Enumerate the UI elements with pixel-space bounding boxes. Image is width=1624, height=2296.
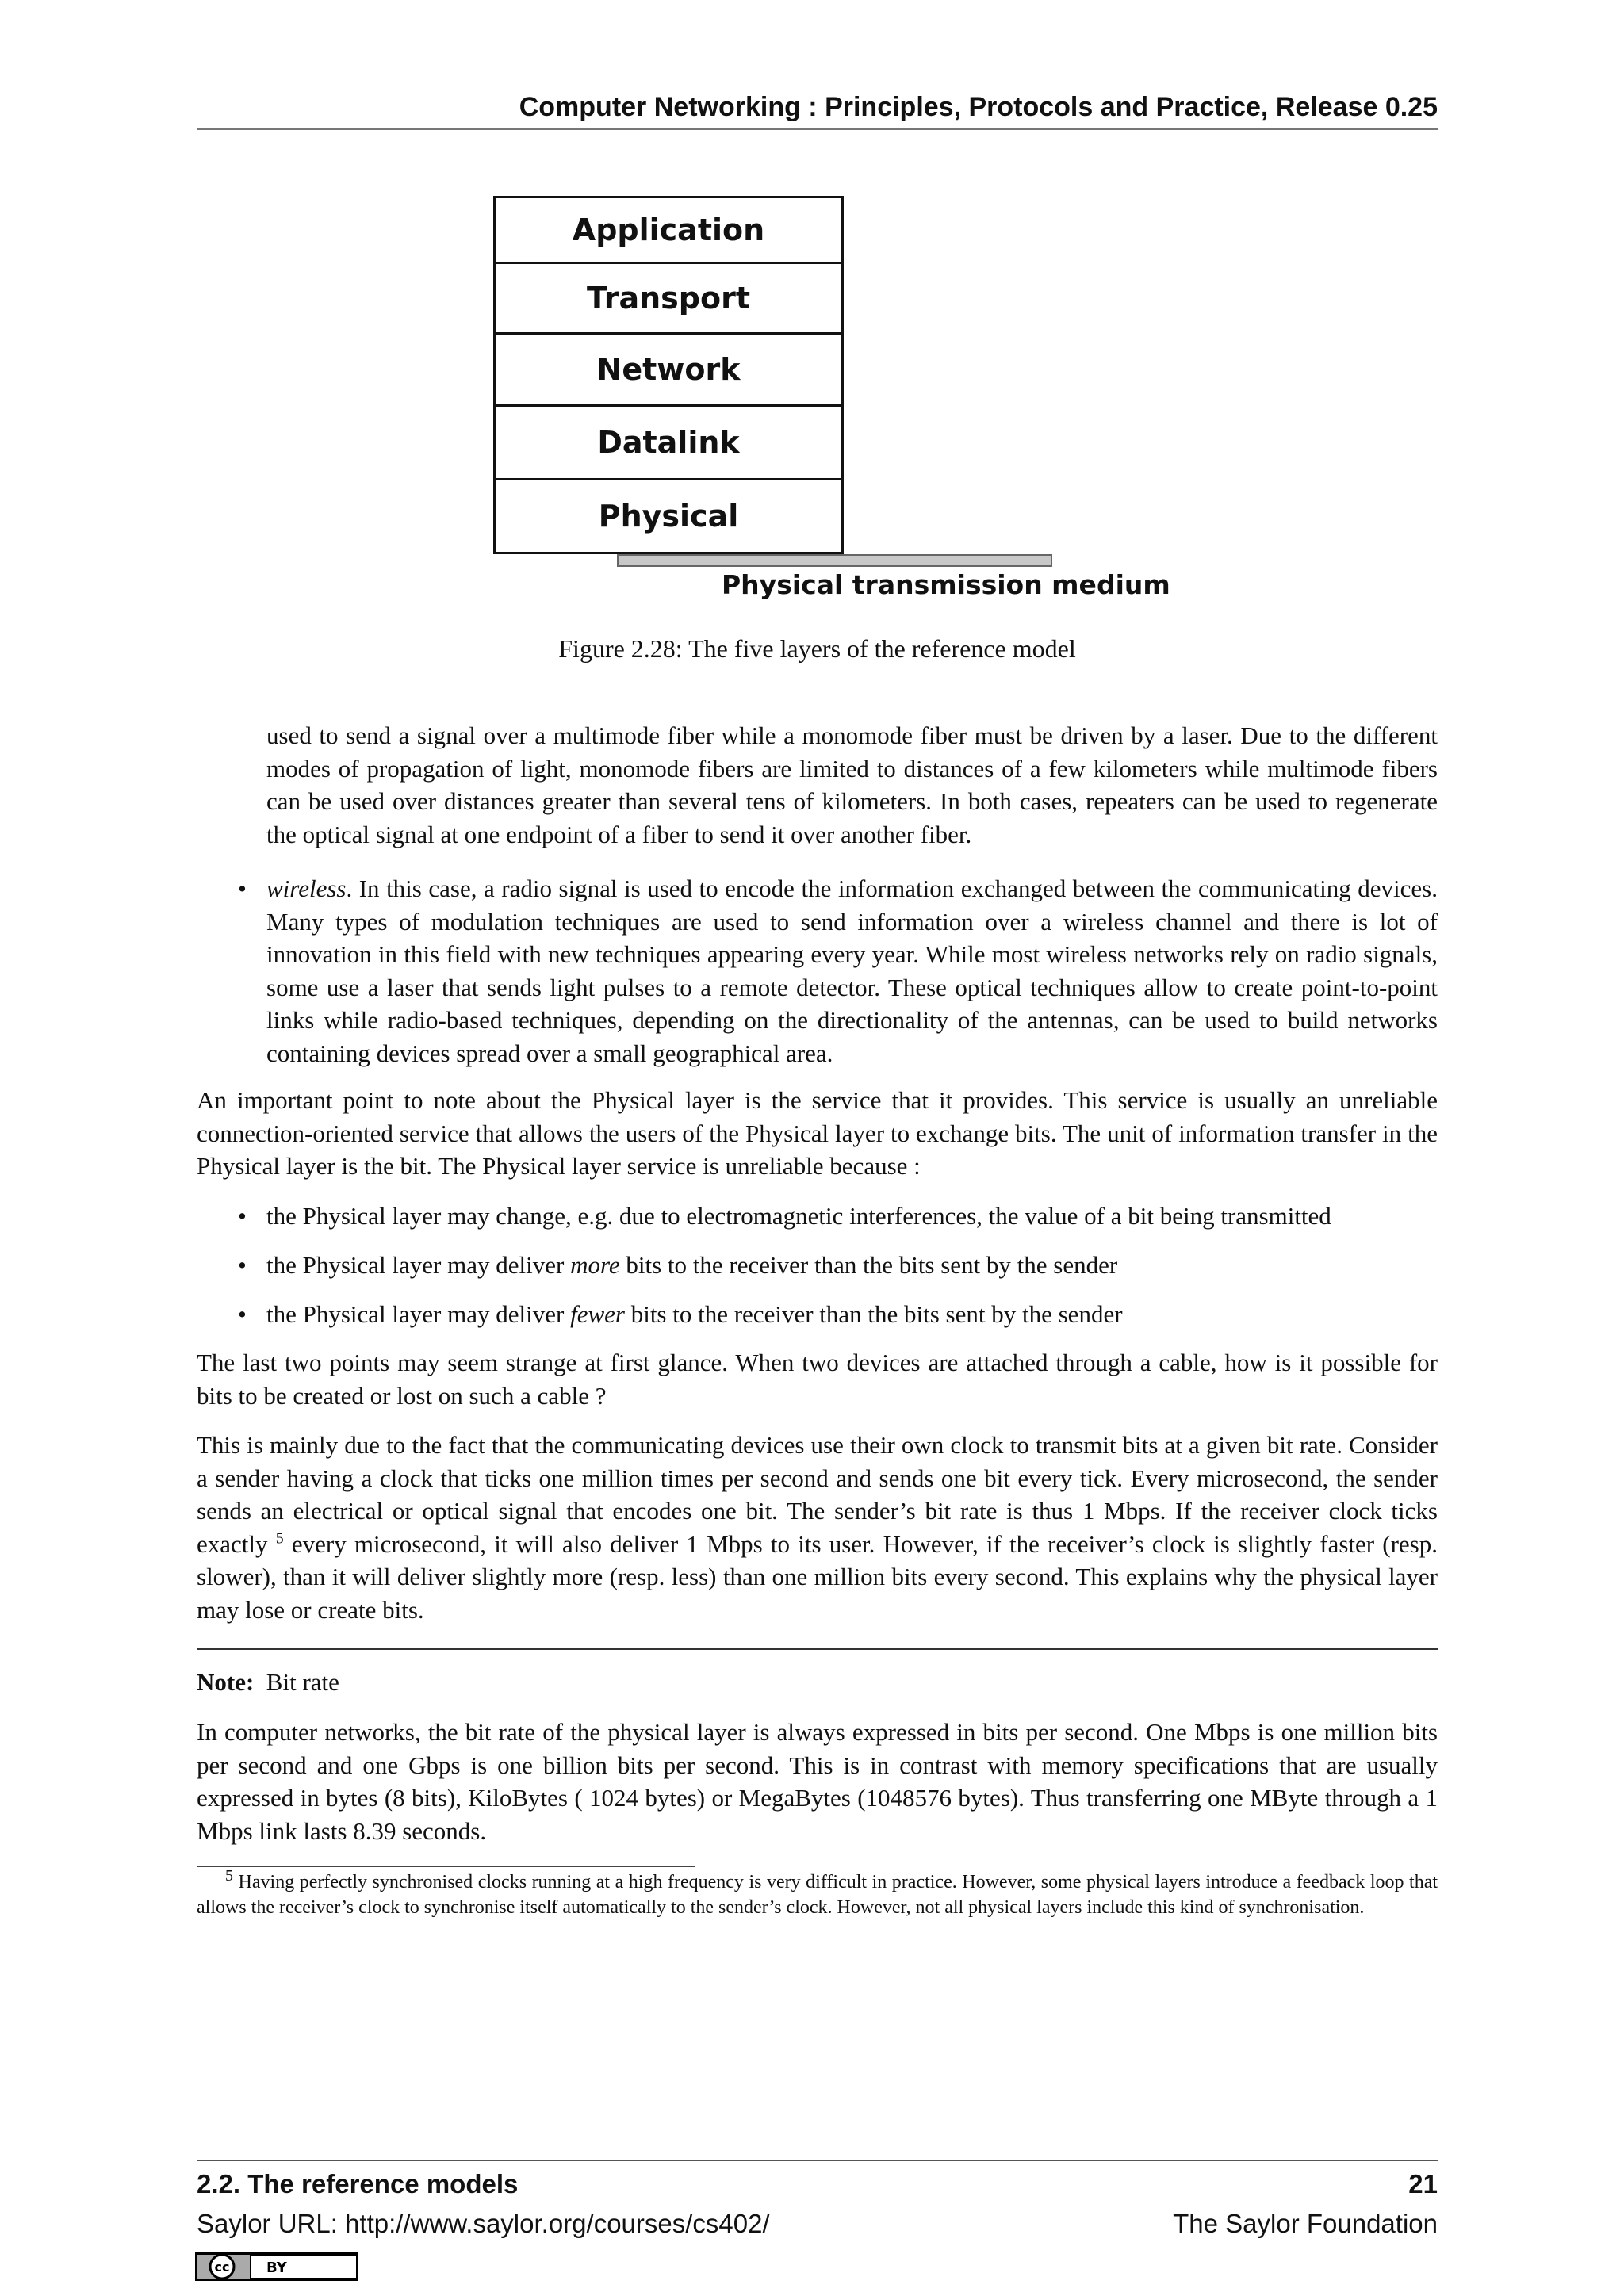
footnote-text: Having perfectly synchronised clocks running at a high frequency is very difficult in practice. However, some physical layers introduce a feedback loop that allows the receiver’s clock to synchronise itself automatically to the sender’s clock. However, not all physical layers include this kind of synchronisation.	[197, 1872, 1438, 1918]
saylor-url[interactable]: Saylor URL: http://www.saylor.org/courses/cs402/	[197, 2209, 770, 2238]
bullet-item-more	[266, 1249, 1438, 1282]
clock-text: every microsecond, it will also deliver 1 Mbps to its user. However, if the receiver’s clock is slightly faster (resp. slower), than it will deliver slightly more (resp. less) than one million bits every second. This explains why the physical layer may lose or create bits.	[197, 1529, 1438, 1624]
note-title: Bit rate	[266, 1668, 339, 1696]
clock-text: This is mainly due to the fact that the communicating devices use their own clock to transmit bits at a given bit rate. Consider a sender having a clock that ticks one million times per second and sends one bit every tick. Every microsecond, the sender sends an electrical or optical signal that encodes one bit. The sender’s bit rate is thus 1 Mbps. If the receiver clock ticks exactly	[197, 1431, 1438, 1558]
wireless-paragraph	[266, 872, 1438, 1070]
bullet-marker: •	[238, 874, 247, 902]
running-header: Computer Networking : Principles, Protocols and Practice, Release 0.25	[519, 92, 1438, 122]
layer-datalink: Datalink	[493, 404, 844, 480]
last-two-points-paragraph: The last two points may seem strange at first glance. When two devices are attached through a cable, how is it possible for bits to be created or lost on such a cable ?	[197, 1349, 1438, 1410]
figure-caption: Figure 2.28: The five layers of the reference model	[558, 634, 1076, 663]
bullet-item-fewer	[266, 1298, 1438, 1331]
bullet-marker: •	[238, 1300, 247, 1328]
layer-physical: Physical	[493, 478, 844, 554]
footnote-rule	[197, 1866, 695, 1867]
header-rule	[197, 128, 1438, 130]
layer-network: Network	[493, 332, 844, 407]
bullet-marker: •	[238, 1202, 247, 1230]
saylor-foundation: The Saylor Foundation	[1173, 2209, 1438, 2238]
transmission-medium-label: Physical transmission medium	[722, 569, 1170, 600]
cc-by-license-icon	[195, 2252, 358, 2281]
page-number: 21	[1408, 2169, 1438, 2198]
bullet-text: the Physical layer may deliver	[266, 1251, 571, 1279]
note-text: In computer networks, the bit rate of the physical layer is always expressed in bits per second. One Mbps is one million bits per second and one Gbps is one billion bits per second. This is in contrast with memory specifications that are usually expressed in bytes (8 bits), KiloBytes ( 1024 bytes) or MegaBytes (1048576 bytes). Thus transferring one MByte through a 1 Mbps link lasts 8.39 seconds.	[197, 1718, 1438, 1845]
service-paragraph: An important point to note about the Physical layer is the service that it provides. This service is usually an unreliable connection-oriented service that allows the users of the Physical layer to exchange bits. The unit of information transfer in the Physical layer is the bit. The Physical layer service is unreliable because :	[197, 1086, 1438, 1180]
note-heading	[197, 1668, 339, 1697]
wireless-term: wireless	[266, 874, 347, 902]
note-rule	[197, 1648, 1438, 1650]
note-label: Note:	[197, 1668, 255, 1696]
layer-transport: Transport	[493, 262, 844, 335]
optical-paragraph-continued: used to send a signal over a multimode fiber while a monomode fiber must be driven by a laser. Due to the different modes of propagation of light, monomode fibers are limited to distances of a few kilometers while multimode fibers can be used over distances greater than several tens of kilometers. In both cases, repeaters can be used to regenerate the optical signal at one endpoint of a fiber to send it over another fiber.	[266, 721, 1438, 848]
cc-text: cc	[214, 2260, 230, 2275]
footnote	[197, 1869, 1438, 1920]
bullet-item-change: the Physical layer may change, e.g. due to electromagnetic interferences, the value of a bit being transmitted	[266, 1202, 1331, 1230]
wireless-text: . In this case, a radio signal is used to encode the information exchanged between the communicating devices. Many types of modulation techniques are used to send information over a wireless channel and there is lot of innovation in this field with new techniques appearing every year. While most wireless networks rely on radio signals, some use a laser that sends light pulses to a remote detector. These optical techniques allow to create point-to-point links while radio-based techniques, depending on the directionality of the antennas, can be used to build networks containing devices spread over a small geographical area.	[266, 874, 1438, 1067]
footer-rule	[197, 2160, 1438, 2161]
bullet-emphasis: fewer	[570, 1300, 625, 1328]
bullet-text: the Physical layer may deliver	[266, 1300, 571, 1328]
layer-application: Application	[493, 196, 844, 264]
bullet-emphasis: more	[570, 1251, 620, 1279]
footnote-reference[interactable]: 5	[275, 1529, 284, 1548]
footnote-number: 5	[225, 1867, 233, 1885]
transmission-medium-bar	[617, 554, 1052, 567]
by-text: BY	[266, 2260, 287, 2276]
bullet-marker: •	[238, 1251, 247, 1279]
clock-paragraph	[197, 1429, 1438, 1626]
bullet-text: bits to the receiver than the bits sent by the sender	[624, 1300, 1123, 1328]
bullet-text: bits to the receiver than the bits sent by the sender	[619, 1251, 1118, 1279]
footer-section-title: 2.2. The reference models	[197, 2169, 519, 2198]
